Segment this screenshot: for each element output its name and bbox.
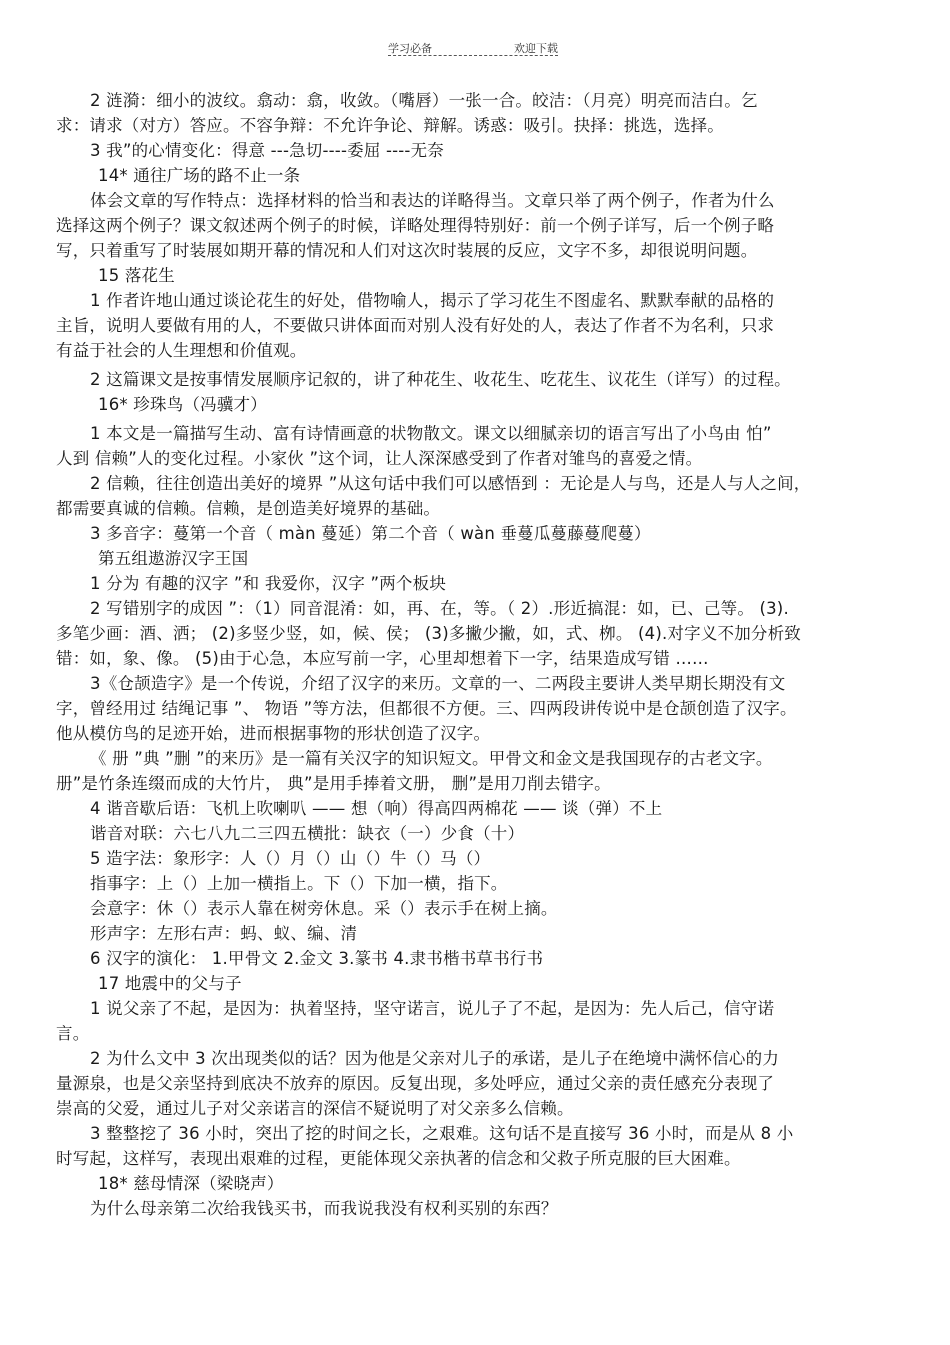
document-body [56,88,886,1221]
text-line: 1 作者许地山通过谈论花生的好处，借物喻人，揭示了学习花生不图虚名、默默奉献的品格的 [90,291,775,310]
text-line: 《 册 ”典 ”删 ”的来历》是一篇有关汉字的知识短文。甲骨文和金文是我国现存的古老文字。 [90,749,773,768]
text-line: 2 信赖，往往创造出美好的境界 ”从这句话中我们可以感悟到 ：无论是人与鸟，还是人与人之间， [90,474,811,493]
text-line: 谐音对联：六七八九二三四五横批：缺衣（一）少食（十） [90,824,525,843]
text-line: 错：如，象、像。 (5)由于心急，本应写前一字，心里却想着下一字，结果造成写错 …… [56,649,709,668]
text-line: 2 为什么文中 3 次出现类似的话？因为他是父亲对儿子的承诺，是儿子在绝境中满怀信心的力 [90,1049,780,1068]
text-line: 1 分为 有趣的汉字 ”和 我爱你，汉字 ”两个板块 [90,574,447,593]
section-heading: 第五组遨游汉字王国 [98,549,249,568]
text-line: 3 我”的心情变化：得意 ---急切----委屈 ----无奈 [90,141,444,160]
text-line: 5 造字法：象形字：人（）月（）山（）牛（）马（） [90,849,491,868]
section-heading: 14* 通往广场的路不止一条 [98,166,301,185]
section-heading: 16* 珍珠鸟（冯骥才） [98,395,267,414]
header-right-text: 欢迎下载 [514,42,558,55]
text-line: 他从模仿鸟的足迹开始，进而根据事物的形状创造了汉字。 [56,724,491,743]
section-heading: 15 落花生 [98,266,175,285]
text-line: 都需要真诚的信赖。信赖，是创造美好境界的基础。 [56,499,441,518]
section-heading: 17 地震中的父与子 [98,974,242,993]
text-line: 会意字：休（）表示人靠在树旁休息。采（）表示手在树上摘。 [90,899,558,918]
text-line: 主旨，说明人要做有用的人，不要做只讲体面而对别人没有好处的人，表达了作者不为名利，只求 [56,316,775,335]
text-line: 选择这两个例子？课文叙述两个例子的时候，详略处理得特别好：前一个例子详写，后一个例子略 [56,216,775,235]
text-line: 写，只着重写了时装展如期开幕的情况和人们对这次时装展的反应，文字不多，却很说明问题。 [56,241,758,260]
text-line: 时写起，这样写，表现出艰难的过程，更能体现父亲执著的信念和父救子所克服的巨大困难。 [56,1149,741,1168]
text-line: 求：请求（对方）答应。不容争辩：不允许争论、辩解。诱惑：吸引。抉择：挑选，选择。 [56,116,724,135]
text-line: 2 涟漪：细小的波纹。翕动：翕，收敛。（嘴唇）一张一合。皎洁：（月亮）明亮而洁白。乞 [90,91,758,110]
text-line: 2 写错别字的成因 ”：（1）同音混淆：如，再、在，等。（ 2）.形近搞混：如，已、己等。 (3). [90,599,789,618]
text-line: 崇高的父爱，通过儿子对父亲诺言的深信不疑说明了对父亲多么信赖。 [56,1099,574,1118]
text-line: 1 本文是一篇描写生动、富有诗情画意的状物散文。课文以细腻亲切的语言写出了小鸟由 怕” [90,424,772,443]
text-line: 人到 信赖”人的变化过程。小家伙 ”这个词，让人深深感受到了作者对雏鸟的喜爱之情。 [56,449,703,468]
text-line: 2 这篇课文是按事情发展顺序记叙的，讲了种花生、收花生、吃花生、议花生（详写）的过程。 [90,370,791,389]
text-line: 形声字：左形右声：蚂、蚁、编、清 [90,924,358,943]
header-divider [388,55,558,56]
text-line: 有益于社会的人生理想和价值观。 [56,341,307,360]
text-line: 册”是竹条连缀而成的大竹片， 典”是用手捧着文册， 删”是用刀削去错字。 [56,774,611,793]
text-line: 6 汉字的演化： 1.甲骨文 2.金文 3.篆书 4.隶书楷书草书行书 [90,949,544,968]
text-line: 3 多音字：蔓第一个音（ màn 蔓延）第二个音（ wàn 垂蔓瓜蔓藤蔓爬蔓） [90,524,651,543]
text-line: 3《仓颉造字》是一个传说，介绍了汉字的来历。文章的一、二两段主要讲人类早期长期没有文 [90,674,786,693]
text-line: 字，曾经用过 结绳记事 ”、 物语 ”等方法，但都很不方便。三、四两段讲传说中是仓颉创造了汉字。 [56,699,797,718]
text-line: 多笔少画：酒、洒； (2)多竖少竖，如，候、侯； (3)多撇少撇，如，式、栁。 (4).对字义不加分析致 [56,624,801,643]
text-line: 3 整整挖了 36 小时，突出了挖的时间之长，之艰难。这句话不是直接写 36 小时，而是从 8 小 [90,1124,794,1143]
text-line: 量源泉，也是父亲坚持到底决不放弃的原因。反复出现，多处呼应，通过父亲的责任感充分表现了 [56,1074,775,1093]
text-line: 体会文章的写作特点：选择材料的恰当和表达的详略得当。文章只举了两个例子，作者为什么 [90,191,775,210]
text-line: 4 谐音歇后语：飞机上吹喇叭 —— 想（响）得高四两棉花 —— 谈（弹）不上 [90,799,663,818]
text-line: 指事字：上（）上加一横指上。下（）下加一横，指下。 [90,874,508,893]
header-left-text: 学习必备 [388,42,432,55]
text-line: 1 说父亲了不起，是因为：执着坚持，坚守诺言，说儿子了不起，是因为：先人后己，信守诺 [90,999,775,1018]
text-line: 为什么母亲第二次给我钱买书，而我说我没有权利买别的东西？ [90,1199,558,1218]
section-heading: 18* 慈母情深（梁晓声） [98,1174,284,1193]
text-line: 言。 [56,1024,90,1043]
page-header [388,38,558,58]
